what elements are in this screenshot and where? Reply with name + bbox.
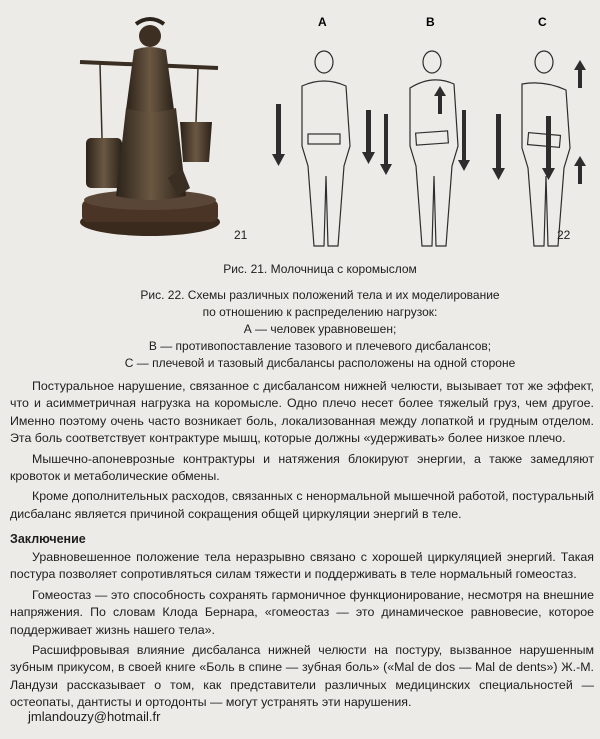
figure-21-caption: Рис. 21. Молочница с коромыслом (223, 262, 417, 276)
caption-line: по отношению к распределению нагрузок: (202, 305, 438, 319)
paragraph: Постуральное нарушение, связанное с дисбалансом нижней челюсти, вызывает тот же эффект, что и асимметричная нагрузка на коромысле. Одно плечо несет более тяжелый груз, чем другое. Именно поэтому очень часто возникает боль, локализованная между лопаткой и грудным отделом. Эта боль соответствует контрактуре мышц, которые должны «удерживать» более низкое плечо. (10, 379, 594, 446)
caption-line: С — плечевой и тазовый дисбалансы расположены на одной стороне (124, 356, 516, 370)
paragraph: Кроме дополнительных расходов, связанных с ненормальной мышечной работой, постуральный дисбаланс является причиной сокращения общей циркуляции энергий в теле. (10, 489, 594, 521)
paragraph: Расшифровывая влияние дисбаланса нижней челюсти на постуру, вызванное нарушенным зубным прикусом, в своей книге «Боль в спине — зубная боль» («Mal de dos — Mal de dents») Ж.-М. Ландузи рассказывает о том, как представители различных медицинских специальностей — остеопаты, дантисты и ортодонты — могут устранять эти нарушения. (10, 643, 595, 710)
milkmaid-statue-image (70, 10, 220, 240)
caption-line: Рис. 22. Схемы различных положений тела и их моделирование (140, 288, 500, 302)
figure-label-a: A (318, 15, 327, 29)
paragraph: Мышечно-апоневрозные контрактуры и натяжения блокируют энергии, а также замедляют кровоток и метаболические обмены. (10, 451, 594, 484)
body-text-section-2 (10, 549, 594, 715)
caption-line: А — человек уравновешен; (243, 322, 397, 336)
conclusion-heading: Заключение (10, 532, 86, 546)
figure-label-b: B (426, 15, 435, 29)
body-text-section-1 (10, 378, 594, 526)
figure-22-number: 22 (557, 228, 571, 242)
caption-line: В — противопоставление тазового и плечевого дисбалансов; (148, 339, 492, 353)
figure-b-outline (410, 51, 458, 246)
paragraph: Гомеостаз — это способность сохранять гармоничное функционирование, несмотря на внешние напряжения. По словам Клода Бернара, «гомеостаз — это динамическое равновесие, которое поддерживает жизнь нашего тела». (10, 587, 594, 637)
author-email-link[interactable]: jmlandouzy@hotmail.fr (28, 709, 161, 724)
figure-22-caption (70, 287, 570, 372)
figure-label-c: C (538, 15, 547, 29)
figure-a-outline (302, 51, 350, 246)
paragraph: Уравновешенное положение тела неразрывно связано с хорошей циркуляцией энергий. Такая постура позволяет сопротивляться силам тяжести и поддерживать в теле нормальный гомеостаз. (10, 550, 594, 582)
load-arrows (272, 60, 586, 184)
figure-21-number: 21 (234, 228, 248, 242)
body-schemes-image (262, 14, 592, 254)
